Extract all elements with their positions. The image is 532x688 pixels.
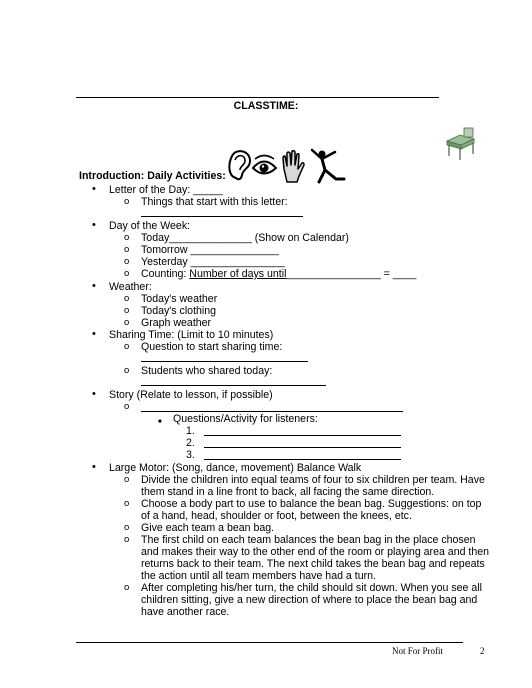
- sub-bullet: o: [124, 317, 130, 328]
- square-bullet: ■: [158, 419, 162, 425]
- page-title: CLASSTIME:: [233, 100, 299, 112]
- counting-underlined: Number of days until: [189, 268, 287, 280]
- bullet-dot: •: [92, 461, 96, 473]
- sub-bullet: o: [124, 305, 130, 316]
- eye-icon: [253, 156, 276, 174]
- motor-step-line: the action until all team members have had a turn.: [141, 570, 376, 582]
- sharing-heading: Sharing Time: (Limit to 10 minutes): [109, 329, 274, 341]
- day-today: Today______________ (Show on Calendar): [141, 232, 349, 244]
- dancer-icon: [312, 150, 344, 182]
- sharing-question: Question to start sharing time:: [141, 341, 283, 353]
- sharing-students: Students who shared today:: [141, 365, 273, 377]
- day-yesterday: Yesterday ________________: [141, 256, 285, 268]
- bullet-dot: •: [92, 280, 96, 292]
- story-heading: Story (Relate to lesson, if possible): [109, 389, 273, 401]
- answer-line: [141, 385, 326, 386]
- counting-prefix: Counting:: [141, 268, 190, 280]
- sub-bullet: o: [124, 498, 130, 509]
- page-number: 2: [480, 646, 485, 656]
- story-questions: Questions/Activity for listeners:: [173, 413, 318, 425]
- answer-line: [204, 435, 401, 436]
- footer-rule: [76, 642, 463, 643]
- sub-bullet: o: [124, 582, 130, 593]
- motor-step-line: them stand in a line front to back, all facing the same direction.: [141, 486, 435, 498]
- bullet-dot: •: [92, 219, 96, 231]
- weather-heading: Weather:: [109, 281, 152, 293]
- bullet-dot: •: [92, 328, 96, 340]
- day-counting: [141, 268, 416, 280]
- story-number: 2.: [186, 437, 195, 449]
- motor-step-line: The first child on each team balances the bean bag in the place chosen: [141, 534, 476, 546]
- intro-heading: Introduction: Daily Activities:: [79, 170, 226, 182]
- sub-bullet: o: [124, 232, 130, 243]
- ear-icon: [229, 151, 250, 179]
- sub-bullet: o: [124, 256, 130, 267]
- motor-step-line: After completing his/her turn, the child should sit down. When you see all: [141, 582, 482, 594]
- motor-step-line: and makes their way to the other end of the room or playing area and then: [141, 546, 490, 558]
- answer-line: [204, 459, 401, 460]
- weather-item: Today's clothing: [141, 305, 217, 317]
- motor-step-line: returns back to their team. The next child takes the bean bag and repeats: [141, 558, 485, 570]
- answer-line: [141, 411, 403, 412]
- sub-bullet: o: [124, 293, 130, 304]
- bullet-dot: •: [92, 388, 96, 400]
- motor-heading: Large Motor: (Song, dance, movement) Balance Walk: [109, 462, 362, 474]
- top-rule: [76, 97, 439, 98]
- motor-step-line: Choose a body part to use to balance the bean bag. Suggestions: on top: [141, 498, 482, 510]
- sub-bullet: o: [124, 522, 130, 533]
- hand-icon: [283, 151, 304, 182]
- answer-line: [141, 216, 303, 217]
- bullet-dot: •: [92, 183, 96, 195]
- sub-bullet: o: [124, 534, 130, 545]
- letter-things: Things that start with this letter:: [141, 196, 288, 208]
- story-number: 1.: [186, 425, 195, 437]
- sub-bullet: o: [124, 244, 130, 255]
- story-number: 3.: [186, 449, 195, 461]
- senses-icons: [226, 148, 348, 184]
- counting-suffix: ________________ = ____: [286, 268, 417, 280]
- sub-bullet: o: [124, 268, 130, 279]
- sub-bullet: o: [124, 341, 130, 352]
- answer-line: [204, 447, 401, 448]
- answer-line: [141, 361, 308, 362]
- desk-chair-icon: [444, 127, 478, 161]
- motor-step-line: have another race.: [141, 606, 230, 618]
- sub-bullet: o: [124, 196, 130, 207]
- weather-item: Today's weather: [141, 293, 218, 305]
- sub-bullet: o: [124, 474, 130, 485]
- sub-bullet: o: [124, 401, 130, 412]
- footer-note: Not For Profit: [392, 646, 444, 656]
- sub-bullet: o: [124, 365, 130, 376]
- weather-item: Graph weather: [141, 317, 212, 329]
- motor-step-line: Give each team a bean bag.: [141, 522, 275, 534]
- day-of-week: Day of the Week:: [109, 220, 191, 232]
- day-tomorrow: Tomorrow _______________: [141, 244, 279, 256]
- motor-step-line: children sitting, give a new direction of where to place the bean bag and: [141, 594, 478, 606]
- letter-of-day: Letter of the Day: _____: [109, 184, 223, 196]
- motor-step-line: Divide the children into equal teams of four to six children per team. Have: [141, 474, 485, 486]
- motor-step-line: of a hand, head, shoulder or foot, between the knees, etc.: [141, 510, 412, 522]
